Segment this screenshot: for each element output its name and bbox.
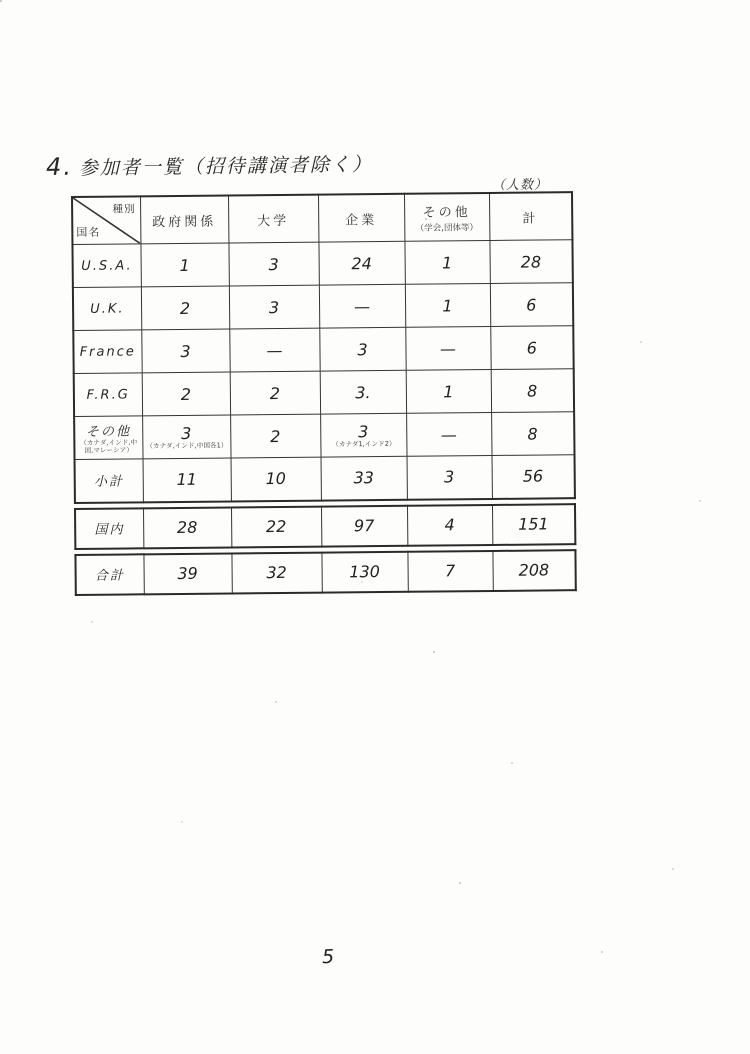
row-label-cell xyxy=(74,416,142,460)
cell-value: 3 xyxy=(181,423,192,443)
cell-value: 130 xyxy=(349,562,380,582)
unit-label: （人数） xyxy=(491,177,549,194)
row-label: 国内 xyxy=(94,522,125,538)
cell-value: 56 xyxy=(522,466,544,486)
cell xyxy=(318,241,404,285)
cell-value: 28 xyxy=(520,251,542,272)
country-breakdown-table xyxy=(71,191,576,503)
cell xyxy=(492,550,575,591)
row-label: 合計 xyxy=(94,568,125,584)
cell xyxy=(143,553,231,594)
cell xyxy=(320,413,406,457)
cell xyxy=(231,457,321,501)
cell-value: 3. xyxy=(355,382,371,402)
table-row xyxy=(73,283,573,331)
table-row xyxy=(73,326,573,374)
cell xyxy=(228,242,318,286)
page-number: 5 xyxy=(321,945,335,969)
row-label-cell xyxy=(75,554,143,595)
cell xyxy=(490,326,573,370)
corner-label-country: 国名 xyxy=(76,225,101,239)
cell-value: 39 xyxy=(177,563,198,583)
cell-value: 3 xyxy=(358,422,369,442)
cell xyxy=(405,326,490,370)
cell-value: 3 xyxy=(180,341,191,361)
column-header-company: 企業 xyxy=(318,194,404,242)
cell xyxy=(230,371,320,415)
grand-total-table xyxy=(74,549,576,596)
cell xyxy=(319,284,405,328)
cell-value: 3 xyxy=(444,467,455,487)
cell xyxy=(407,550,492,591)
row-label-cell xyxy=(73,330,141,374)
cell-value: 3 xyxy=(268,254,279,274)
corner-label-type: 種別 xyxy=(112,203,136,216)
cell-value: 10 xyxy=(265,469,286,489)
cell xyxy=(141,286,229,330)
cell-value: 8 xyxy=(527,424,538,444)
cell-value: 7 xyxy=(444,561,456,581)
header-row xyxy=(72,192,572,244)
cell xyxy=(143,458,231,502)
cell xyxy=(229,285,319,329)
cell xyxy=(406,369,491,413)
cell-value: 2 xyxy=(270,426,281,446)
cell-note: （カナダ1,インド2） xyxy=(331,440,396,449)
cell-value: 97 xyxy=(353,516,375,536)
column-header-other-note: （学会,団体等） xyxy=(415,223,478,234)
cell-value: — xyxy=(266,340,283,360)
cell xyxy=(142,372,230,416)
cell xyxy=(492,455,575,499)
scan-speckle-noise xyxy=(0,0,2,2)
cell xyxy=(321,456,407,500)
cell-value: 6 xyxy=(526,295,537,315)
cell xyxy=(231,552,321,593)
participants-table xyxy=(71,191,579,595)
cell-value: — xyxy=(440,424,457,444)
cell xyxy=(141,329,229,373)
cell xyxy=(320,370,406,414)
row-label: F.R.G xyxy=(86,386,130,403)
row-label-note: （カナダ,インド,中国,マレーシア） xyxy=(80,438,138,455)
domestic-table xyxy=(74,503,576,550)
cell xyxy=(229,328,319,372)
cell xyxy=(404,240,489,284)
row-label: 小計 xyxy=(93,474,125,491)
cell xyxy=(321,551,407,592)
row-label-cell xyxy=(75,508,143,549)
page-title xyxy=(46,147,476,181)
cell-value: 3 xyxy=(357,339,368,359)
cell-value: — xyxy=(353,296,371,316)
cell xyxy=(492,504,575,545)
corner-cell xyxy=(72,196,140,244)
cell-value: 1 xyxy=(443,381,454,401)
cell xyxy=(407,504,492,545)
table-row xyxy=(74,412,574,460)
row-label-cell xyxy=(75,459,143,503)
cell xyxy=(407,455,492,499)
cell-value: 28 xyxy=(176,517,198,537)
cell-value: 3 xyxy=(268,297,280,317)
cell xyxy=(490,283,573,327)
table-row xyxy=(75,504,575,549)
cell xyxy=(230,414,320,458)
cell xyxy=(491,412,574,456)
row-label: その他 xyxy=(85,424,132,440)
table-row xyxy=(74,369,574,417)
column-header-other: その他 （学会,団体等） xyxy=(404,193,489,241)
cell-value: — xyxy=(439,338,457,358)
section-title-text: 参加者一覧（招待講演者除く） xyxy=(78,153,374,180)
cell-value: 33 xyxy=(353,468,374,488)
cell-value: 6 xyxy=(526,338,537,358)
row-label-cell xyxy=(73,287,141,331)
cell-value: 22 xyxy=(265,516,287,537)
cell xyxy=(406,412,491,456)
row-label: France xyxy=(79,343,136,360)
column-header-government: 政府関係 xyxy=(140,195,228,243)
cell-value: 4 xyxy=(444,515,455,535)
cell xyxy=(143,507,231,548)
cell xyxy=(231,506,321,547)
cell-value: 24 xyxy=(351,253,372,273)
cell-value: 32 xyxy=(266,562,287,583)
column-header-university: 大学 xyxy=(228,195,318,243)
column-header-total: 計 xyxy=(489,192,572,240)
cell-value: 208 xyxy=(518,560,550,580)
section-number: 4. xyxy=(45,152,74,182)
cell-value: 2 xyxy=(180,384,192,404)
cell-value: 1 xyxy=(442,295,453,315)
cell xyxy=(140,243,228,287)
row-label: U.K. xyxy=(90,300,125,317)
cell-value: 1 xyxy=(441,252,453,272)
cell xyxy=(321,505,407,546)
cell xyxy=(405,283,490,327)
table-row xyxy=(75,550,575,595)
table-row xyxy=(72,240,572,288)
cell xyxy=(319,327,405,371)
cell-value: 11 xyxy=(176,470,197,490)
cell-value: 2 xyxy=(179,298,191,318)
cell-value: 8 xyxy=(526,381,538,401)
cell xyxy=(489,240,572,284)
table-row xyxy=(75,455,575,503)
cell-value: 1 xyxy=(179,255,190,275)
cell xyxy=(142,415,230,459)
row-label-cell xyxy=(74,373,142,417)
cell-value: 2 xyxy=(269,383,281,403)
cell-note: （カナダ,インド,中国各1） xyxy=(145,441,228,451)
row-label-cell xyxy=(72,244,140,288)
cell xyxy=(491,369,574,413)
cell-value: 151 xyxy=(518,514,549,534)
row-label: U.S.A. xyxy=(81,257,133,274)
